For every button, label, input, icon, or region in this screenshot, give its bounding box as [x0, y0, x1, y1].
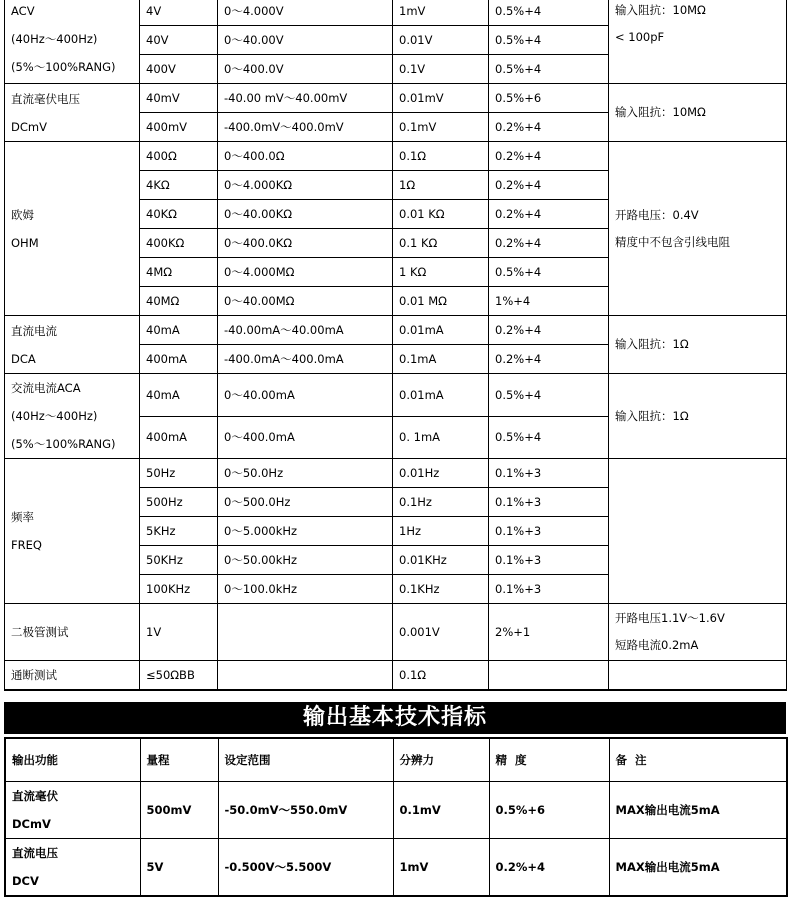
resolution-cell: 0.1mV	[393, 113, 489, 142]
range-cell: 400mA	[140, 345, 218, 374]
range-cell: 5KHz	[140, 517, 218, 546]
set-range-cell: 0～40.00V	[218, 26, 393, 55]
accuracy-cell: 0.1%+3	[489, 459, 609, 488]
range-cell: ≤50ΩBB	[140, 661, 218, 690]
set-range-cell: -400.0mA～400.0mA	[218, 345, 393, 374]
note-cell: 开路电压1.1V～1.6V 短路电流0.2mA	[609, 604, 787, 661]
set-range-cell: 0～400.0V	[218, 55, 393, 84]
column-header: 设定范围	[218, 738, 393, 781]
function-cell-aca: 交流电流ACA (40Hz～400Hz) (5%～100%RANG)	[5, 374, 140, 459]
resolution-cell: 0.1mV	[393, 781, 489, 838]
accuracy-cell: 0.2%+4	[489, 316, 609, 345]
function-cell-ohm: 欧姆 OHM	[5, 142, 140, 316]
accuracy-cell: 0.5%+6	[489, 84, 609, 113]
range-cell: 4MΩ	[140, 258, 218, 287]
range-cell: 500Hz	[140, 488, 218, 517]
function-cell: 直流毫伏 DCmV	[5, 781, 140, 838]
function-cell-freq: 频率 FREQ	[5, 459, 140, 604]
set-range-cell: -50.0mV～550.0mV	[218, 781, 393, 838]
accuracy-cell: 0.5%+4	[489, 0, 609, 26]
accuracy-cell: 0.1%+3	[489, 488, 609, 517]
accuracy-cell: 0.2%+4	[489, 200, 609, 229]
set-range-cell: 0～400.0mA	[218, 416, 393, 459]
table-row	[5, 374, 787, 417]
table-row	[5, 316, 787, 345]
accuracy-cell: 0.1%+3	[489, 546, 609, 575]
set-range-cell	[218, 604, 393, 661]
range-cell: 400KΩ	[140, 229, 218, 258]
set-range-cell: 0～400.0Ω	[218, 142, 393, 171]
resolution-cell: 0.01V	[393, 26, 489, 55]
range-cell: 40mV	[140, 84, 218, 113]
set-range-cell: 0～40.00MΩ	[218, 287, 393, 316]
set-range-cell: 0～500.0Hz	[218, 488, 393, 517]
accuracy-cell: 0.1%+3	[489, 575, 609, 604]
accuracy-cell: 2%+1	[489, 604, 609, 661]
accuracy-cell: 0.5%+4	[489, 258, 609, 287]
function-cell-diode: 二极管测试	[5, 604, 140, 661]
note-cell: 输入阻抗：10MΩ	[609, 84, 787, 142]
column-header: 备 注	[609, 738, 787, 781]
range-cell: 500mV	[140, 781, 218, 838]
resolution-cell: 0.1Hz	[393, 488, 489, 517]
range-cell: 40V	[140, 26, 218, 55]
range-cell: 400mA	[140, 416, 218, 459]
function-cell-continuity: 通断测试	[5, 661, 140, 690]
range-cell: 40mA	[140, 374, 218, 417]
note-cell: MAX输出电流5mA	[609, 781, 787, 838]
accuracy-cell	[489, 661, 609, 690]
set-range-cell	[218, 661, 393, 690]
range-cell: 4V	[140, 0, 218, 26]
range-cell: 1V	[140, 604, 218, 661]
set-range-cell: 0～40.00mA	[218, 374, 393, 417]
note-cell	[609, 661, 787, 690]
resolution-cell: 0.01mA	[393, 374, 489, 417]
set-range-cell: 0～50.00kHz	[218, 546, 393, 575]
resolution-cell: 0.1V	[393, 55, 489, 84]
resolution-cell: 1Ω	[393, 171, 489, 200]
resolution-cell: 1mV	[393, 0, 489, 26]
range-cell: 4KΩ	[140, 171, 218, 200]
function-cell: 直流电压 DCV	[5, 838, 140, 896]
note-cell: 输入阻抗：1Ω	[609, 316, 787, 374]
range-cell: 40mA	[140, 316, 218, 345]
resolution-cell: 1 KΩ	[393, 258, 489, 287]
output-section-title: 输出基本技术指标	[4, 702, 786, 734]
set-range-cell: 0～400.0KΩ	[218, 229, 393, 258]
range-cell: 50Hz	[140, 459, 218, 488]
table-row	[5, 0, 787, 26]
note-cell: MAX输出电流5mA	[609, 838, 787, 896]
accuracy-cell: 0.2%+4	[489, 113, 609, 142]
set-range-cell: 0～4.000V	[218, 0, 393, 26]
resolution-cell: 0.001V	[393, 604, 489, 661]
table-row	[5, 459, 787, 488]
accuracy-cell: 0.5%+4	[489, 374, 609, 417]
set-range-cell: -0.500V～5.500V	[218, 838, 393, 896]
table-row	[5, 838, 787, 896]
table-row	[5, 84, 787, 113]
resolution-cell: 0.01mA	[393, 316, 489, 345]
resolution-cell: 0.01 MΩ	[393, 287, 489, 316]
resolution-cell: 0. 1mA	[393, 416, 489, 459]
column-header: 输出功能	[5, 738, 140, 781]
accuracy-cell: 0.2%+4	[489, 838, 609, 896]
resolution-cell: 0.01KHz	[393, 546, 489, 575]
resolution-cell: 0.1Ω	[393, 142, 489, 171]
accuracy-cell: 0.5%+6	[489, 781, 609, 838]
range-cell: 40KΩ	[140, 200, 218, 229]
resolution-cell: 1mV	[393, 838, 489, 896]
note-cell: 输入阻抗：1Ω	[609, 374, 787, 459]
range-cell: 400mV	[140, 113, 218, 142]
range-cell: 5V	[140, 838, 218, 896]
range-cell: 40MΩ	[140, 287, 218, 316]
range-cell: 100KHz	[140, 575, 218, 604]
set-range-cell: 0～40.00KΩ	[218, 200, 393, 229]
resolution-cell: 0.1mA	[393, 345, 489, 374]
accuracy-cell: 0.2%+4	[489, 171, 609, 200]
column-header: 分辨力	[393, 738, 489, 781]
range-cell: 400V	[140, 55, 218, 84]
function-cell-acv: ACV (40Hz～400Hz) (5%～100%RANG)	[5, 0, 140, 84]
column-header: 量程	[140, 738, 218, 781]
set-range-cell: 0～4.000MΩ	[218, 258, 393, 287]
range-cell: 400Ω	[140, 142, 218, 171]
accuracy-cell: 0.2%+4	[489, 345, 609, 374]
resolution-cell: 1Hz	[393, 517, 489, 546]
set-range-cell: -40.00mA～40.00mA	[218, 316, 393, 345]
table-row	[5, 142, 787, 171]
resolution-cell: 0.1 KΩ	[393, 229, 489, 258]
accuracy-cell: 0.2%+4	[489, 229, 609, 258]
accuracy-cell: 0.2%+4	[489, 142, 609, 171]
input-spec-table	[4, 0, 787, 691]
set-range-cell: 0～4.000KΩ	[218, 171, 393, 200]
accuracy-cell: 1%+4	[489, 287, 609, 316]
set-range-cell: -400.0mV～400.0mV	[218, 113, 393, 142]
function-cell-dcmv: 直流毫伏电压 DCmV	[5, 84, 140, 142]
accuracy-cell: 0.1%+3	[489, 517, 609, 546]
accuracy-cell: 0.5%+4	[489, 55, 609, 84]
table-row	[5, 661, 787, 690]
note-cell: 开路电压：0.4V 精度中不包含引线电阻	[609, 142, 787, 316]
resolution-cell: 0.01 KΩ	[393, 200, 489, 229]
note-cell	[609, 459, 787, 604]
table-row	[5, 604, 787, 661]
accuracy-cell: 0.5%+4	[489, 26, 609, 55]
resolution-cell: 0.01mV	[393, 84, 489, 113]
function-cell-dca: 直流电流 DCA	[5, 316, 140, 374]
output-spec-table	[4, 737, 788, 897]
resolution-cell: 0.01Hz	[393, 459, 489, 488]
note-cell: 输入阻抗：10MΩ < 100pF	[609, 0, 787, 84]
column-header: 精 度	[489, 738, 609, 781]
range-cell: 50KHz	[140, 546, 218, 575]
table-row	[5, 781, 787, 838]
table-header-row	[5, 738, 787, 781]
set-range-cell: 0～5.000kHz	[218, 517, 393, 546]
set-range-cell: 0～50.0Hz	[218, 459, 393, 488]
set-range-cell: -40.00 mV～40.00mV	[218, 84, 393, 113]
resolution-cell: 0.1Ω	[393, 661, 489, 690]
resolution-cell: 0.1KHz	[393, 575, 489, 604]
accuracy-cell: 0.5%+4	[489, 416, 609, 459]
set-range-cell: 0～100.0kHz	[218, 575, 393, 604]
